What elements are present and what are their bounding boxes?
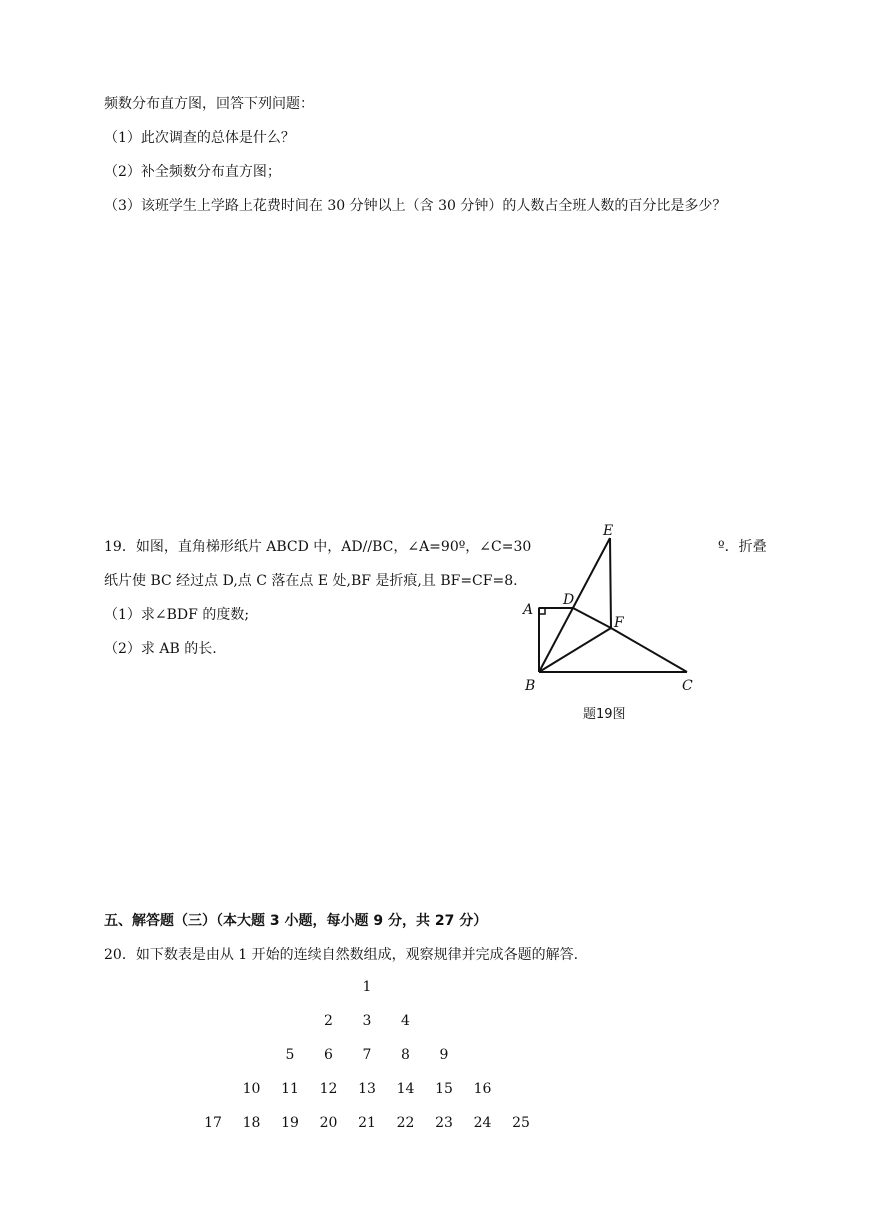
table-number: 23 xyxy=(435,1115,453,1131)
table-number: 15 xyxy=(435,1081,453,1097)
q18-intro: 频数分布直方图，回答下列问题： xyxy=(104,96,314,112)
q19-figure xyxy=(505,515,715,725)
table-number: 25 xyxy=(512,1115,530,1131)
segment-df xyxy=(573,608,611,628)
segment-ef xyxy=(610,538,611,628)
table-number: 16 xyxy=(473,1081,492,1097)
table-number: 9 xyxy=(439,1047,449,1063)
q19-sub2: （2）求 AB 的长. xyxy=(104,641,217,657)
label-e: E xyxy=(603,523,614,539)
label-c: C xyxy=(682,678,693,694)
table-number: 8 xyxy=(401,1047,410,1063)
segment-be xyxy=(539,538,610,672)
table-number: 17 xyxy=(204,1115,222,1131)
q18-sub1: （1）此次调查的总体是什么？ xyxy=(104,130,295,146)
figure-caption: 题19图 xyxy=(583,707,626,722)
table-number: 13 xyxy=(358,1081,376,1097)
table-number: 14 xyxy=(396,1081,415,1097)
label-f: F xyxy=(614,615,624,631)
q18-sub3: （3）该班学生上学路上花费时间在 30 分钟以上（含 30 分钟）的人数占全班人数的百分比是多少？ xyxy=(104,198,727,214)
table-number: 4 xyxy=(401,1013,410,1029)
table-number: 7 xyxy=(362,1047,372,1063)
label-b: B xyxy=(525,678,536,694)
table-number: 3 xyxy=(362,1013,372,1029)
q18-sub2: （2）补全频数分布直方图； xyxy=(104,164,281,180)
table-number: 1 xyxy=(362,979,372,995)
q20-text: 20．如下数表是由从 1 开始的连续自然数组成，观察规律并完成各题的解答. xyxy=(104,947,579,963)
table-number: 12 xyxy=(319,1081,338,1097)
table-number: 11 xyxy=(281,1081,299,1097)
table-number: 19 xyxy=(281,1115,299,1131)
section5-heading: 五、解答题（三）（本大题 3 小题，每小题 9 分，共 27 分） xyxy=(104,913,488,929)
label-a: A xyxy=(523,602,534,618)
q19-line2: 纸片使 BC 经过点 D,点 C 落在点 E 处,BF 是折痕,且 BF=CF=8. xyxy=(104,573,518,589)
table-number: 22 xyxy=(396,1115,415,1131)
label-d: D xyxy=(563,592,575,608)
q19-line1-left: 19．如图，直角梯形纸片 ABCD 中，AD//BC，∠A=90º，∠C=30 xyxy=(104,539,532,555)
table-number: 18 xyxy=(242,1115,261,1131)
segment-fc xyxy=(611,628,687,672)
table-number: 10 xyxy=(242,1081,261,1097)
table-number: 6 xyxy=(324,1047,333,1063)
table-number: 21 xyxy=(358,1115,376,1131)
table-number: 5 xyxy=(285,1047,295,1063)
table-number: 2 xyxy=(324,1013,333,1029)
table-number: 24 xyxy=(473,1115,492,1131)
q19-sub1: （1）求∠BDF 的度数; xyxy=(104,607,250,623)
table-number: 20 xyxy=(319,1115,338,1131)
q19-line1-right: º．折叠 xyxy=(718,539,767,555)
